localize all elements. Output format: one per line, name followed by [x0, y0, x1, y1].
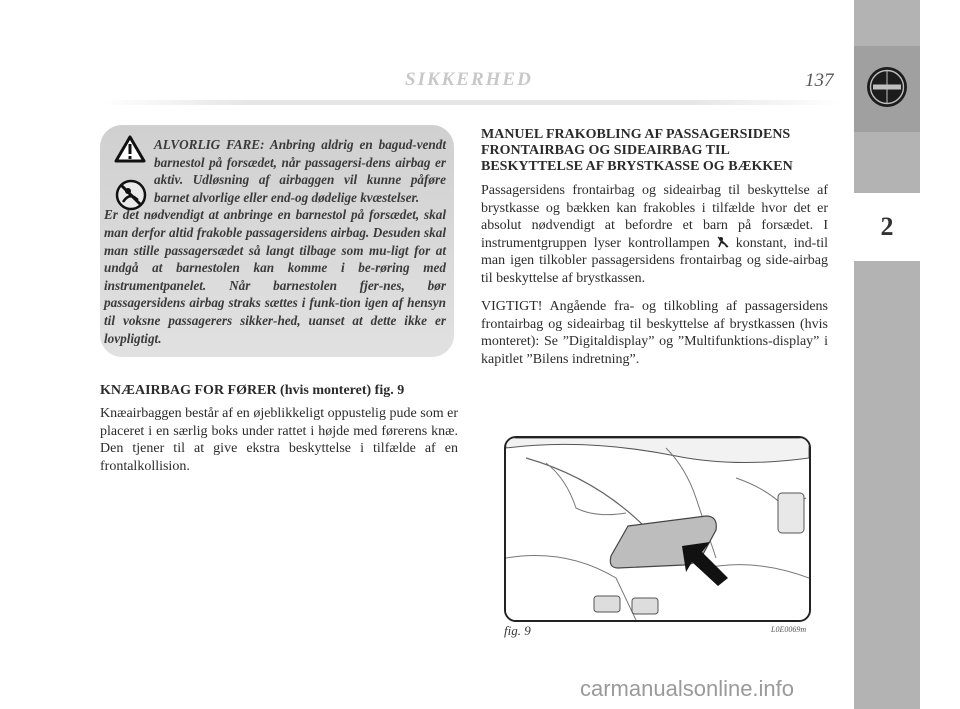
chapter-number: 2: [880, 212, 894, 241]
manual-disable-body-part2: konstant, ind-til man igen tilkobler passagersidens frontairbag og side-airbag til beskyttelse af brystkassen.: [481, 235, 828, 286]
danger-warning-box: [100, 125, 454, 357]
warning-text-intro: ALVORLIG FARE: Anbring aldrig en bagud-vendt barnestol på forsædet, når passagersi-dens airbag er aktiv. Udløsning af airbaggen vil kunne påføre barnet alvorlige eller end-og dødelige kvæstelser.: [154, 137, 446, 205]
passenger-airbag-off-icon: [717, 236, 729, 248]
manual-disable-heading: MANUEL FRAKOBLING AF PASSAGERSIDENS FRONTAIRBAG OG SIDEAIRBAG TIL BESKYTTELSE AF BRYSTKASSE OG BÆKKEN: [481, 127, 793, 174]
warning-text-rest: Er det nødvendigt at anbringe en barnestol på forsædet, skal man derfor altid frakoble passagersidens airbag. Desuden skal man stille passagersædet så langt tilbage som mu-ligt for at undgå at barnestolen kan komme i be-røring med instrumentpanelet. Når barnestolen fjer-nes, bør passagersidens airbag straks sættes i funk-tion igen af hensyn til voksne passagerers sikker-hed, uanset at dette ikke er lovpligtigt.: [104, 207, 446, 346]
figure-code: L0E0069m: [771, 625, 807, 634]
warning-text: [104, 136, 446, 347]
figure-label: fig. 9: [504, 623, 531, 638]
lancia-logo-icon: [865, 65, 909, 109]
knee-airbag-heading: KNÆAIRBAG FOR FØRER (hvis monteret) fig. 9: [100, 383, 405, 398]
figure-knee-airbag: [504, 436, 811, 622]
knee-airbag-illustration: [506, 438, 809, 620]
header-divider: [100, 100, 840, 105]
manual-disable-body: [481, 182, 828, 287]
chapter-tab[interactable]: [854, 193, 920, 261]
sidebar-logo-block: [854, 46, 920, 132]
page-number: 137: [805, 70, 834, 91]
chapter-sidebar: [854, 0, 920, 709]
page-title: SIKKERHED: [405, 69, 533, 90]
manual-disable-body-part1: Passagersidens frontairbag og sideairbag til beskyttelse af brystkasse og bækken kan frakobles i tilfælde hvor det er absolut nødvendigt at befordre et barn på forsædet. I instrumentgruppen lyser kontrollampen: [481, 183, 828, 251]
watermark-text: carmanualsonline.info: [580, 676, 795, 701]
important-note: VIGTIGT! Angående fra- og tilkobling af passagersidens frontairbag og sideairbag til beskyttelse af brystkassen (hvis monteret): Se ”Digitaldisplay” og ”Multifunktions-display” i kapitlet ”Bilens indretning”.: [481, 299, 828, 367]
knee-airbag-body: Knæairbaggen består af en øjeblikkeligt oppustelig pude som er placeret i en særlig boks under rattet i højde med førerens knæ. Den tjener til at give ekstra beskyttelse i tilfælde af en frontalkollision.: [100, 406, 458, 474]
